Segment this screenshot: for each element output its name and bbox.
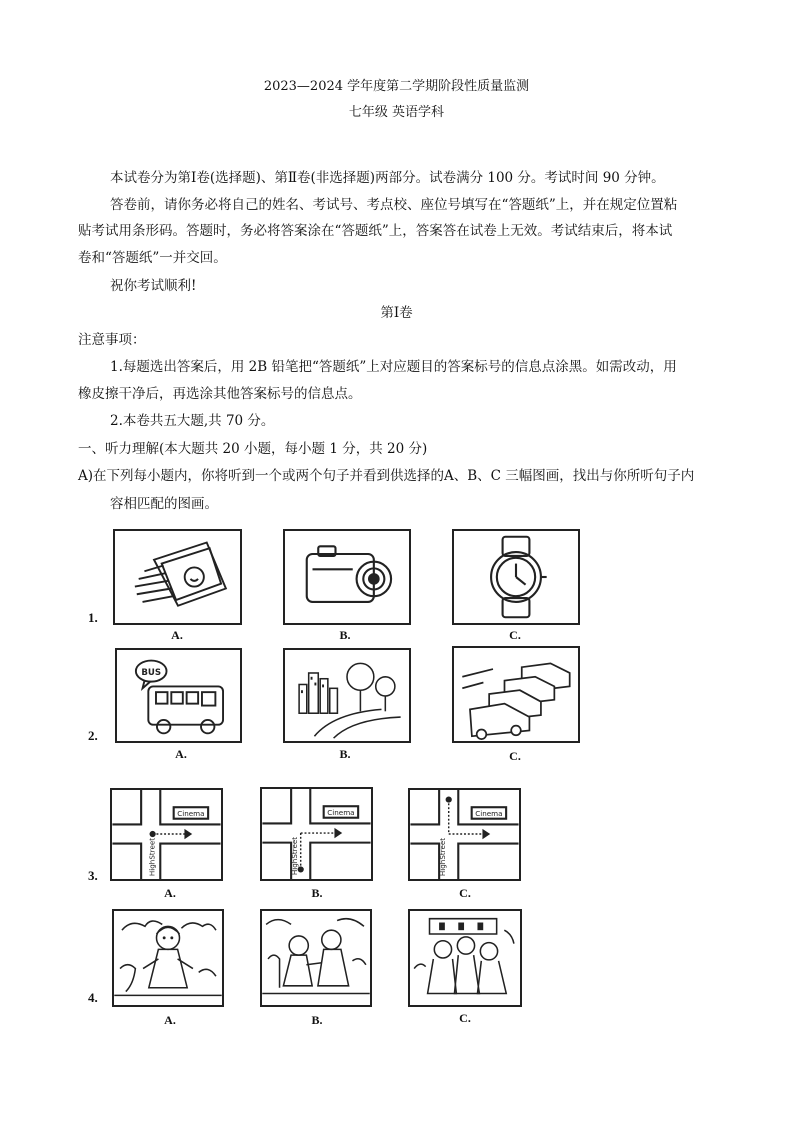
- question-number: 2.: [88, 728, 98, 743]
- cinema-label: Cinema: [475, 808, 503, 818]
- girl-scene-icon: [112, 909, 224, 1007]
- watch-icon: [452, 529, 580, 625]
- bus-sign-text: BUS: [141, 667, 162, 678]
- exam-title: 2023—2024 学年度第二学期阶段性质量监测: [263, 79, 530, 94]
- option-c-label: C.: [459, 1011, 471, 1025]
- section1-instruction-line-2: 容相匹配的图画。: [110, 496, 218, 512]
- map-route-c-icon: [408, 788, 521, 881]
- map-route-a-icon: [110, 788, 223, 881]
- intro-paragraph-1: 本试卷分为第Ⅰ卷(选择题)、第Ⅱ卷(非选择题)两部分。试卷满分 100 分。考试时间 90 分钟。: [110, 170, 665, 186]
- option-c-label: C.: [459, 886, 471, 900]
- exam-subtitle: 七年级 英语学科: [348, 105, 445, 120]
- intro-paragraph-2-line-1: 答卷前，请你务必将自己的姓名、考试号、考点校、座位号填写在“答题纸”上，并在规定位置粘: [110, 197, 678, 213]
- option-a-label: A.: [175, 747, 187, 761]
- option-a-label: A.: [171, 628, 183, 642]
- option-a-label: A.: [164, 1013, 176, 1027]
- notice-item-2: 2.本卷共五大题,共 70 分。: [110, 413, 275, 429]
- question-number: 1.: [88, 610, 98, 625]
- part1-heading: 第Ⅰ卷: [380, 305, 413, 321]
- option-b-label: B.: [311, 886, 323, 900]
- option-b-label: B.: [339, 747, 351, 761]
- option-a-label: A.: [164, 886, 176, 900]
- group-scene-icon: [408, 909, 522, 1007]
- bus-icon: [115, 648, 242, 743]
- option-c-label: C.: [509, 628, 521, 642]
- city-road-icon: [283, 648, 411, 743]
- option-c-label: C.: [509, 749, 521, 763]
- notice-item-1-line-2: 橡皮擦干净后，再选涂其他答案标号的信息点。: [78, 386, 362, 402]
- camera-icon: [283, 529, 411, 625]
- two-girls-scene-icon: [260, 909, 372, 1007]
- comb-icon: [113, 529, 242, 625]
- map-route-b-icon: [260, 787, 373, 881]
- intro-paragraph-2-line-3: 卷和“答题纸”一并交回。: [78, 250, 227, 266]
- section1-heading: 一、听力理解(本大题共 20 小题，每小题 1 分，共 20 分): [78, 441, 428, 457]
- wish-text: 祝你考试顺利!: [110, 278, 197, 294]
- question-number: 3.: [88, 868, 98, 883]
- option-b-label: B.: [311, 1013, 323, 1027]
- traffic-jam-icon: [452, 646, 580, 743]
- street-label: HighStreet: [437, 837, 447, 877]
- cinema-label: Cinema: [327, 807, 355, 817]
- street-label: HighStreet: [289, 836, 299, 876]
- cinema-label: Cinema: [177, 808, 205, 818]
- street-label: HighStreet: [147, 837, 157, 877]
- notice-label: 注意事项：: [78, 332, 146, 348]
- notice-item-1-line-1: 1.每题选出答案后，用 2B 铅笔把“答题纸”上对应题目的答案标号的信息点涂黑。如需改动，用: [110, 359, 677, 375]
- option-b-label: B.: [339, 628, 351, 642]
- section1-instruction-line-1: A)在下列每小题内，你将听到一个或两个句子并看到供选择的A、B、C 三幅图画，找出与你所听句子内: [78, 468, 695, 484]
- question-number: 4.: [88, 990, 98, 1005]
- intro-paragraph-2-line-2: 贴考试用条形码。答题时，务必将答案涂在“答题纸”上，答案答在试卷上无效。考试结束后，将本试: [78, 223, 673, 239]
